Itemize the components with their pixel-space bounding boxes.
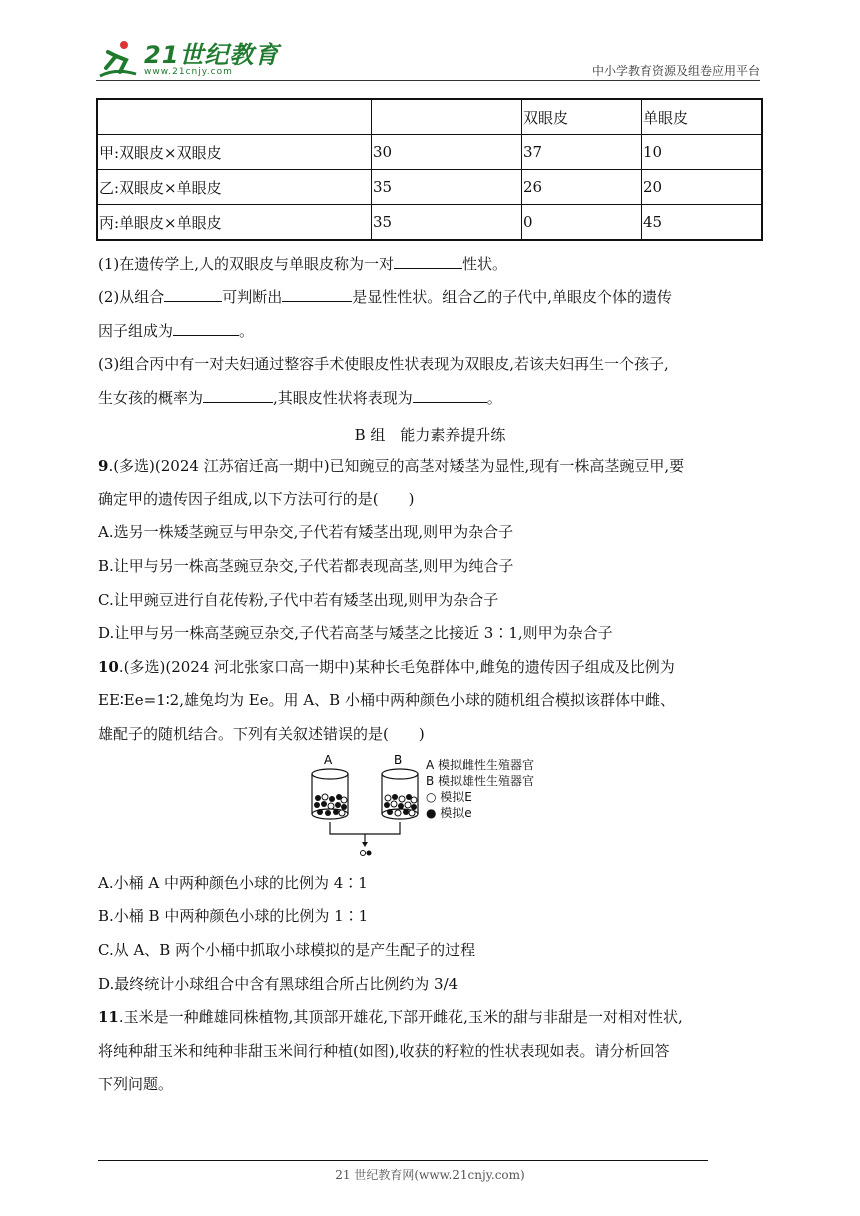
table-row — [97, 170, 762, 205]
table-header-cell — [97, 99, 372, 135]
table-cell: 0 — [522, 205, 642, 241]
answer-blank[interactable] — [282, 287, 352, 302]
bucket-a-label: A — [324, 753, 333, 767]
table-cell: 26 — [522, 170, 642, 205]
q9-option-c[interactable]: C.让甲豌豆进行自花传粉,子代中若有矮茎出现,则甲为杂合子 — [98, 591, 499, 609]
platform-name: 中小学教育资源及组卷应用平台 — [591, 64, 760, 78]
q8-part3-cont — [98, 388, 763, 407]
table-row — [97, 135, 762, 170]
q8-part3-cont-text: 生女孩的概率为 — [98, 389, 204, 407]
question-number: 11 — [98, 1008, 119, 1026]
q9-text: .(多选)(2024 江苏宿迁高一期中)已知豌豆的高茎对矮茎为显性,现有一株高茎豌豆甲,要 — [108, 457, 685, 475]
q8-part3-cont-end: 。 — [486, 389, 502, 407]
legend-item: ● 模拟e — [426, 806, 472, 820]
q9-stem-line2: 确定甲的遗传因子组成,以下方法可行的是( ) — [98, 490, 415, 508]
table-cell: 35 — [372, 170, 522, 205]
q11-stem-line2: 将纯种甜玉米和纯种非甜玉米间行种植(如图),收获的籽粒的性状表现如表。请分析回答 — [98, 1042, 670, 1060]
table-cell: 35 — [372, 205, 522, 241]
header-divider — [96, 80, 760, 81]
q8-part2-text-mid: 可判断出 — [222, 288, 283, 306]
q8-part2-cont — [98, 321, 763, 340]
answer-blank[interactable] — [164, 287, 222, 302]
q10-stem-line2: EE∶Ee=1∶2,雄兔均为 Ee。用 A、B 小桶中两种颜色小球的随机组合模拟该群体中雌、 — [98, 691, 675, 709]
q8-part3-cont-mid: ,其眼皮性状将表现为 — [273, 389, 413, 407]
answer-blank[interactable] — [203, 388, 273, 403]
table-row — [97, 205, 762, 241]
q11-stem-line3: 下列问题。 — [98, 1075, 174, 1093]
section-title: B 组 能力素养提升练 — [354, 426, 506, 444]
q8-part1 — [98, 254, 763, 273]
q8-part2-cont-text: 因子组成为 — [98, 322, 174, 340]
page-footer: 21 世纪教育网(www.21cnjy.com) — [335, 1168, 525, 1182]
logo-brand: 21世纪教育 — [144, 41, 280, 69]
question-number: 10 — [98, 658, 119, 676]
q11-stem-line1 — [98, 1008, 763, 1026]
figure-legend — [426, 757, 534, 821]
table-cell: 20 — [642, 170, 763, 205]
q8-part2 — [98, 287, 763, 306]
q11-text: .玉米是一种雌雄同株植物,其顶部开雄花,下部开雌花,玉米的甜与非甜是一对相对性状, — [118, 1008, 683, 1026]
table-cell: 丙:单眼皮×单眼皮 — [97, 205, 372, 241]
legend-item: ○ 模拟E — [426, 790, 472, 804]
q8-part2-cont-end: 。 — [239, 322, 255, 340]
q9-option-a[interactable]: A.选另一株矮茎豌豆与甲杂交,子代若有矮茎出现,则甲为杂合子 — [98, 523, 514, 541]
answer-blank[interactable] — [413, 388, 487, 403]
q8-part2-text-end: 是显性性状。组合乙的子代中,单眼皮个体的遗传 — [352, 288, 673, 306]
footer-divider — [98, 1160, 708, 1161]
q8-part2-text: (2)从组合 — [98, 288, 165, 306]
logo — [96, 36, 279, 78]
combine-arrow-icon — [330, 822, 400, 856]
logo-url: www.21cnjy.com — [144, 67, 233, 77]
question-number: 9 — [98, 457, 109, 475]
q9-option-d[interactable]: D.让甲与另一株高茎豌豆杂交,子代若高茎与矮茎之比接近 3∶1,则甲为杂合子 — [98, 624, 613, 642]
bucket-b-icon — [382, 769, 418, 819]
q10-option-c[interactable]: C.从 A、B 两个小桶中抓取小球模拟的是产生配子的过程 — [98, 941, 476, 959]
table-cell: 37 — [522, 135, 642, 170]
q10-option-d[interactable]: D.最终统计小球组合中含有黑球组合所占比例约为 3/4 — [98, 975, 459, 993]
q10-stem-line3: 雄配子的随机结合。下列有关叙述错误的是( ) — [98, 725, 425, 743]
q9-stem-line1 — [98, 457, 763, 475]
bucket-a-icon — [312, 769, 348, 819]
table-header-cell: 单眼皮 — [642, 99, 763, 135]
q10-stem-line1 — [98, 658, 763, 676]
table-cell: 45 — [642, 205, 763, 241]
answer-blank[interactable] — [173, 321, 239, 336]
q10-option-b[interactable]: B.小桶 B 中两种颜色小球的比例为 1∶1 — [98, 907, 369, 925]
runner-logo-icon — [96, 38, 138, 78]
q10-text: .(多选)(2024 河北张家口高一期中)某种长毛兔群体中,雌兔的遗传因子组成及比例为 — [118, 658, 675, 676]
q9-option-b[interactable]: B.让甲与另一株高茎豌豆杂交,子代若都表现高茎,则甲为纯合子 — [98, 557, 514, 575]
table-cell: 10 — [642, 135, 763, 170]
table-cell: 30 — [372, 135, 522, 170]
bucket-b-label: B — [394, 753, 403, 767]
legend-item: B 模拟雄性生殖器官 — [426, 774, 535, 788]
offspring-table — [96, 98, 763, 241]
q8-part1-text: (1)在遗传学上,人的双眼皮与单眼皮称为一对 — [98, 255, 395, 273]
table-cell: 乙:双眼皮×单眼皮 — [97, 170, 372, 205]
answer-blank[interactable] — [394, 254, 462, 269]
q10-option-a[interactable]: A.小桶 A 中两种颜色小球的比例为 4∶1 — [98, 874, 368, 892]
table-header-row — [97, 99, 762, 135]
page-header — [96, 36, 760, 80]
table-header-cell — [372, 99, 522, 135]
q8-part1-text-end: 性状。 — [462, 255, 508, 273]
legend-item: A 模拟雌性生殖器官 — [426, 758, 535, 772]
table-header-cell: 双眼皮 — [522, 99, 642, 135]
q8-part3: (3)组合丙中有一对夫妇通过整容手术使眼皮性状表现为双眼皮,若该夫妇再生一个孩子, — [98, 355, 669, 373]
table-cell: 甲:双眼皮×双眼皮 — [97, 135, 372, 170]
